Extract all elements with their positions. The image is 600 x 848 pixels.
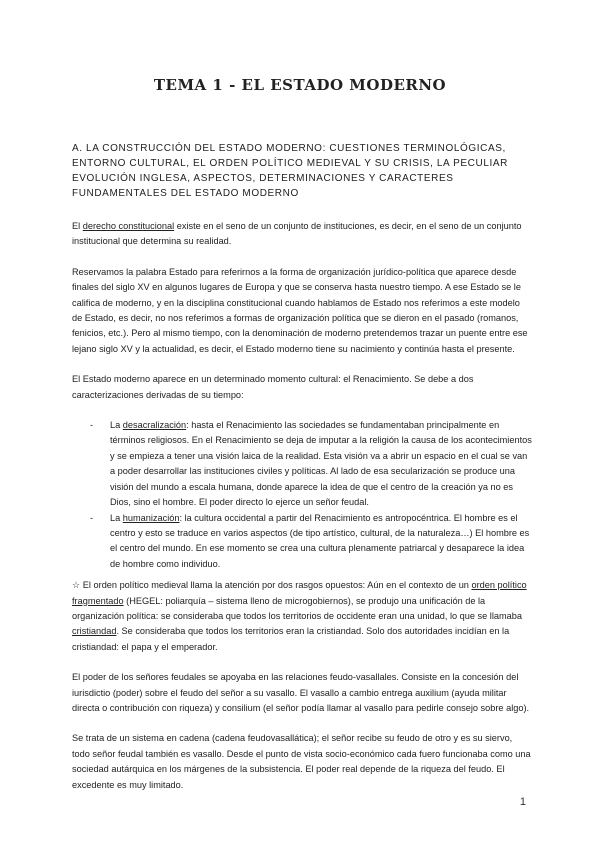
- underlined-term: humanización: [122, 512, 180, 523]
- underlined-term: desacralización: [122, 420, 187, 431]
- star-icon: ☆: [72, 580, 81, 591]
- underlined-term: orden político fragmentado: [72, 580, 527, 606]
- page-number: 1: [519, 796, 526, 808]
- paragraph-2: Reservamos la palabra Estado para referirnos a la forma de organización jurídico-política que aparece desde finales del siglo XV en algunos lugares de Europa y que se conserva hasta nuestro tiempo. A ese Estado se le califica de moderno, y en la disciplina constitucional cuando hablamos de Estado nos referimos a este modelo de Estado, es decir, no nos referimos a formas de organización política que se dieron en el pasado (romanos, fenicios, etc.). Pero al mismo tiempo, con la denominación de moderno pretendemos trazar un puente entre ese lejano siglo XV y la actualidad, es decir, el Estado moderno tiene su nacimiento y continúa hasta el presente.: [72, 266, 528, 354]
- list-item: [72, 418, 532, 510]
- bullet-list: [72, 418, 532, 572]
- text-run: existe en el seno de un conjunto de instituciones, es decir, en el seno de un conjunto institucional que determina su realidad.: [72, 221, 522, 247]
- paragraph-3: El Estado moderno aparece en un determinado momento cultural: el Renacimiento. Se debe a dos caracterizaciones derivadas de su tiempo:: [72, 374, 474, 400]
- paragraph-4: [72, 578, 532, 655]
- underlined-term: derecho constitucional: [82, 221, 175, 231]
- dash-marker: -: [90, 512, 94, 523]
- text-run: El: [72, 221, 83, 231]
- section-heading: A. LA CONSTRUCCIÓN DEL ESTADO MODERNO: CUESTIONES TERMINOLÓGICAS, ENTORNO CULTURAL, EL ORDEN POLÍTICO MEDIEVAL Y SU CRISIS, LA PECULIAR EVOLUCIÓN INGLESA, ASPECTOS, DETERMINACIONES Y CARACTERES FUNDAMENTALES DEL ESTADO MODERNO: [72, 143, 508, 199]
- paragraph-6: Se trata de un sistema en cadena (cadena feudovasallática); el señor recibe su feudo de otro y es su siervo, todo señor feudal también es vasallo. Desde el punto de vista socio-económico cada fuero funcionaba como una sociedad autárquica en los márgenes de la subsistencia. El poder real depende de la riqueza del feudo. El excedente es muy limitado.: [72, 733, 531, 790]
- paragraph-5: El poder de los señores feudales se apoyaba en las relaciones feudo-vasallales. Consiste en la concesión del iurisdictio (poder) sobre el feudo del señor a su vasallo. El vasallo a cambio entrega auxilium (ayuda militar directa o contribución con riqueza) y consilium (el señor podía llamar al vasallo para pedirle consejo sobre algo).: [72, 672, 530, 713]
- list-item: [72, 511, 532, 573]
- text-run: (HEGEL: poliarquía – sistema lleno de microgobiernos), se produjo una unificación de la organización política: se consideraba que todos los territorios de occidente eran una unidad, lo que se llamaba: [72, 595, 522, 621]
- text-run: La: [110, 420, 123, 431]
- underlined-term: cristiandad: [72, 626, 117, 637]
- text-run: La: [110, 512, 123, 523]
- text-run: : la cultura occidental a partir del Renacimiento es antropocéntrica. El hombre es el centro y esto se traduce en varios aspectos (de tipo artístico, cultural, de la naturaleza…) El hombre es el centro del mundo. En ese momento se crea una cultura plenamente patriarcal y desaparece la idea de hombre como individuo.: [110, 512, 530, 569]
- text-run: : hasta el Renacimiento las sociedades se fundamentaban principalmente en términos religiosos. En el Renacimiento se deja de imputar a la religión la causa de los acontecimientos y se empieza a tener una visión laica de la realidad. Esta visión va a abrir un espacio en el cual se van a poder desarrollar las instituciones civiles y políticas. Al lado de esa secularización se produce una visión del mundo a escala humana, donde aparece la idea de que el centro de la creación ya no es Dios, sino el hombre. El poder directo lo ejerce un señor feudal.: [110, 420, 532, 508]
- text-run: El orden político medieval llama la atención por dos rasgos opuestos: Aún en el contexto de un: [80, 580, 472, 591]
- paragraph-1: [72, 219, 532, 250]
- text-run: . Se consideraba que todos los territorios eran la cristiandad. Solo dos autoridades incidían en la cristiandad: el papa y el emperador.: [72, 626, 510, 652]
- document-body: [72, 219, 532, 808]
- page-title: TEMA 1 - EL ESTADO MODERNO: [153, 76, 447, 94]
- dash-marker: -: [90, 420, 94, 431]
